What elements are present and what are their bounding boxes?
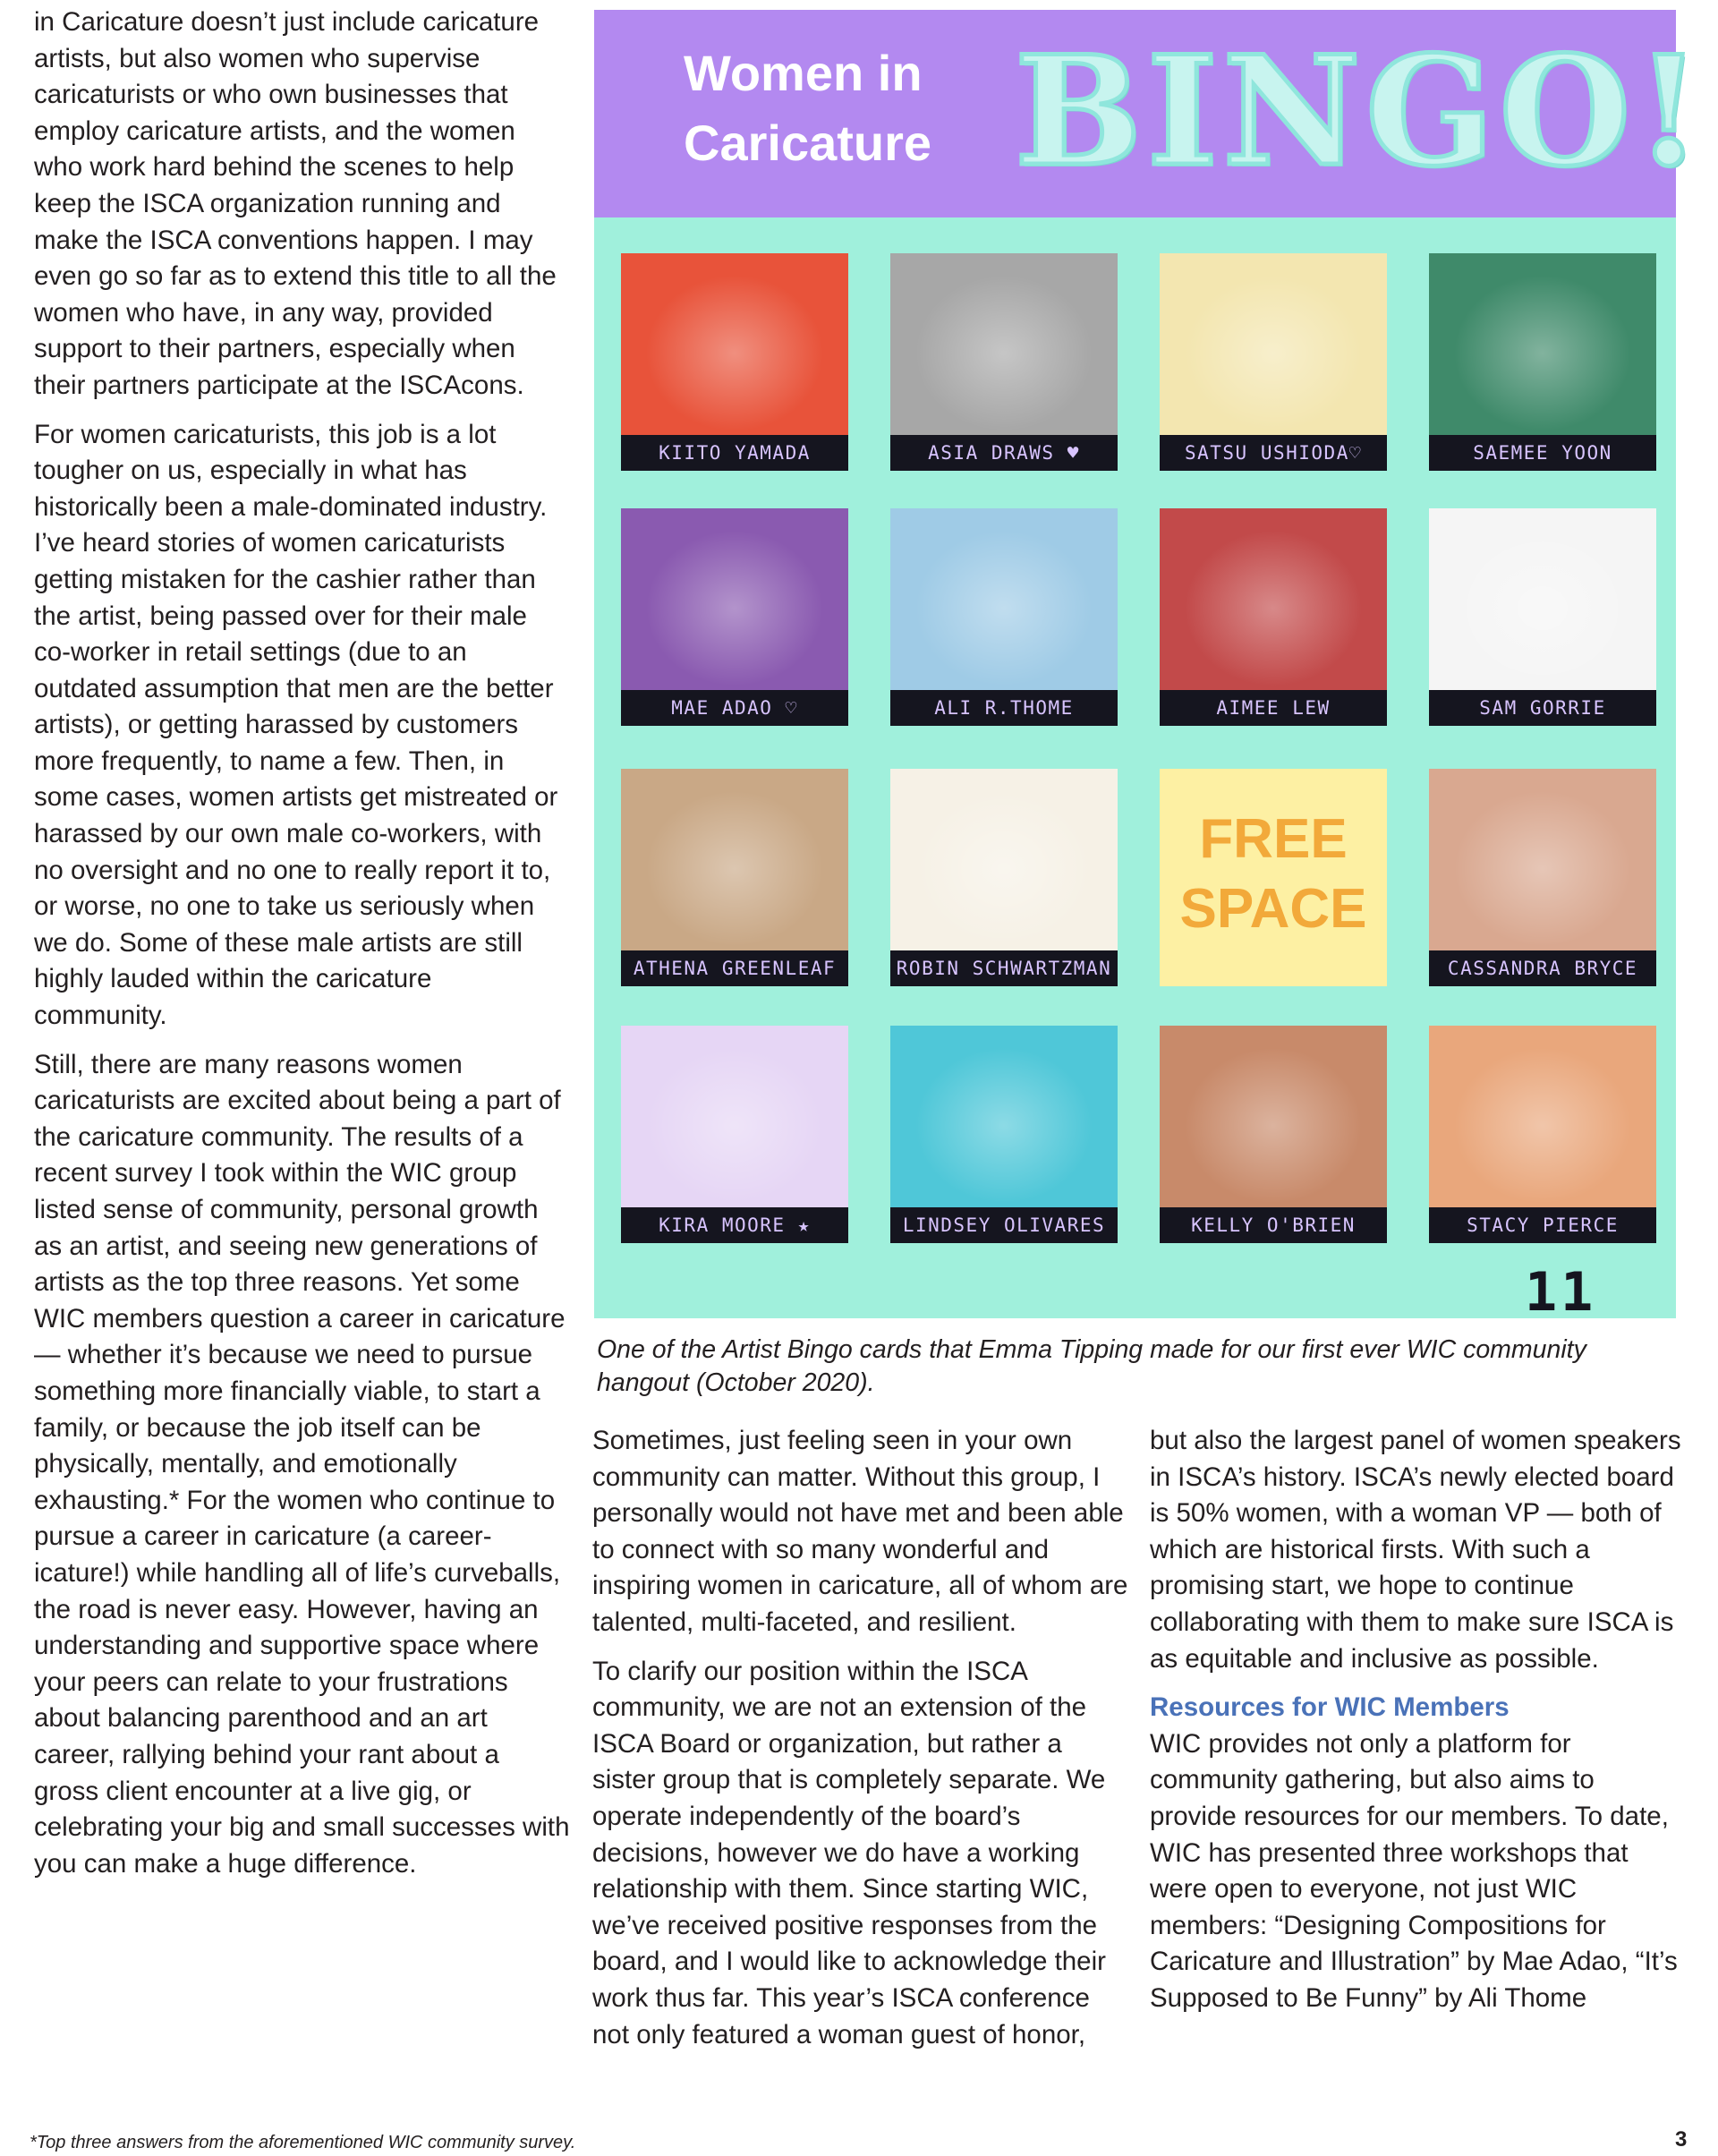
right-column bbox=[1150, 1423, 1687, 2030]
artist-name-label: KELLY O'BRIEN bbox=[1160, 1207, 1387, 1243]
bingo-tile bbox=[1160, 253, 1387, 471]
caricature-portrait bbox=[1429, 769, 1656, 950]
artist-name-label: KIITO YAMADA bbox=[621, 435, 848, 471]
image-caption: One of the Artist Bingo cards that Emma Tipping made for our first ever WIC community hangout (October 2020). bbox=[597, 1335, 1586, 1397]
footnote: *Top three answers from the aforementioned WIC community survey. bbox=[30, 2133, 576, 2152]
caricature-portrait bbox=[621, 253, 848, 435]
caricature-portrait bbox=[1429, 508, 1656, 690]
artist-name-label: ROBIN SCHWARTZMAN bbox=[890, 950, 1118, 986]
left-paragraph-2: For women caricaturists, this job is a lot tougher on us, especially in what has historically been a male-dominated industry. I’ve heard stories of women caricaturists getting mistaken for the cashier rather than the artist, being passed over for their male co-worker in retail settings (due to an outdated assumption that men are the better artists), or getting harassed by customers more frequently, to name a few. Then, in some cases, women artists get mistreated or harassed by our own male co-workers, with no oversight and no one to really report it to, or worse, no one to take us seriously when we do. Some of these male artists are still highly lauded within the caricature community. bbox=[34, 419, 558, 1031]
bingo-tile bbox=[890, 769, 1118, 986]
bingo-tile bbox=[890, 253, 1118, 471]
caricature-portrait bbox=[890, 1026, 1118, 1207]
bingo-tile bbox=[1429, 508, 1656, 726]
middle-paragraph-1: Sometimes, just feeling seen in your own community can matter. Without this group, I personally would not have met and been able to connect with so many wonderful and inspiring women in caricature, all of whom are talented, multi-faceted, and resilient. bbox=[592, 1426, 1128, 1637]
artist-name-label: MAE ADAO ♡ bbox=[621, 690, 848, 726]
caricature-portrait bbox=[621, 1026, 848, 1207]
artist-name-label: SAEMEE YOON bbox=[1429, 435, 1656, 471]
bingo-tile bbox=[1160, 1026, 1387, 1243]
bingo-word: BINGO! bbox=[1015, 22, 1707, 200]
bingo-tile bbox=[621, 1026, 848, 1243]
left-paragraph-3: Still, there are many reasons women caricaturists are excited about being a part of the caricature community. The results of a recent survey I took within the WIC group listed sense of community, personal growth as an artist, and seeing new generations of artists as the top three reasons. Yet some WIC members question a career in caricature — whether it’s because we need to pursue something more financially viable, to start a family, or because the job itself can be physically, mentally, and emotionally exhausting.* For the women who continue to pursue a career in caricature (a career-icature!) while handling all of life’s curveballs, the road is never easy. However, having an understanding and supportive space where your peers can relate to your frustrations about balancing parenthood and an art career, rallying behind your rant about a gross client encounter at a live gig, or celebrating your big and small successes with you can make a huge difference. bbox=[34, 1049, 570, 1879]
artist-name-label: CASSANDRA BRYCE bbox=[1429, 950, 1656, 986]
artist-name-label: LINDSEY OLIVARES bbox=[890, 1207, 1118, 1243]
bingo-tile bbox=[1160, 508, 1387, 726]
artist-name-label: ASIA DRAWS ♥ bbox=[890, 435, 1118, 471]
free-line-2: SPACE bbox=[1179, 878, 1367, 940]
bingo-card-image bbox=[594, 10, 1707, 1324]
caricature-portrait bbox=[890, 253, 1118, 435]
card-number: 11 bbox=[1525, 1261, 1597, 1324]
free-line-1: FREE bbox=[1199, 808, 1348, 870]
caricature-portrait bbox=[1160, 508, 1387, 690]
caricature-portrait bbox=[621, 769, 848, 950]
bingo-tile bbox=[621, 508, 848, 726]
artist-name-label: KIRA MOORE ★ bbox=[621, 1207, 848, 1243]
left-column bbox=[34, 4, 571, 1895]
page-number: 3 bbox=[1675, 2127, 1688, 2152]
artist-name-label: ALI R.THOME bbox=[890, 690, 1118, 726]
artist-name-label: ATHENA GREENLEAF bbox=[621, 950, 848, 986]
caricature-portrait bbox=[890, 769, 1118, 950]
artist-name-label: STACY PIERCE bbox=[1429, 1207, 1656, 1243]
bingo-tile bbox=[621, 769, 848, 986]
artist-name-label: SATSU USHIODA♡ bbox=[1160, 435, 1387, 471]
bingo-tile bbox=[890, 508, 1118, 726]
middle-column bbox=[592, 1423, 1129, 2066]
right-paragraph-2: WIC provides not only a platform for community gathering, but also aims to provide resources for our members. To date, WIC has presented three workshops that were open to everyone, not just WIC members: “Designing Compositions for Caricature and Illustration” by Mae Adao, “It’s Supposed to Be Funny” by Ali Thome bbox=[1150, 1728, 1678, 2013]
free-space-tile bbox=[1160, 769, 1387, 986]
middle-paragraph-2: To clarify our position within the ISCA community, we are not an extension of the ISCA Board or organization, but rather a sister group that is completely separate. We operate independently of the board’s decisions, however we do have a working relationship with them. Since starting WIC, we’ve received positive responses from the board, and I would like to acknowledge their work thus far. This year’s ISCA conference not only featured a woman guest of honor, bbox=[592, 1656, 1106, 2049]
caricature-portrait bbox=[890, 508, 1118, 690]
bingo-tile bbox=[1429, 1026, 1656, 1243]
section-heading: Resources for WIC Members bbox=[1150, 1692, 1510, 1723]
bingo-title: Women in Caricature bbox=[684, 45, 932, 171]
bingo-tile bbox=[1429, 253, 1656, 471]
free-space-text bbox=[1160, 805, 1387, 944]
caricature-portrait bbox=[1160, 1026, 1387, 1207]
bingo-tile bbox=[890, 1026, 1118, 1243]
right-paragraph-1: but also the largest panel of women speakers in ISCA’s history. ISCA’s newly elected board is 50% women, with a woman VP — both of which are historical firsts. With such a promising start, we hope to continue collaborating with them to make sure ISCA is as equitable and inclusive as possible. bbox=[1150, 1426, 1681, 1674]
bingo-header bbox=[594, 10, 1707, 217]
caricature-portrait bbox=[1429, 1026, 1656, 1207]
left-paragraph-1: in Caricature doesn’t just include caricature artists, but also women who supervise caricaturists or who own businesses that employ caricature artists, and the women who work hard behind the scenes to help keep the ISCA organization running and make the ISCA conventions happen. I may even go so far as to extend this title to all the women who have, in any way, provided support to their partners, especially when their partners participate at the ISCAcons. bbox=[34, 7, 557, 400]
caricature-portrait bbox=[621, 508, 848, 690]
bingo-tile bbox=[1429, 769, 1656, 986]
artist-name-label: SAM GORRIE bbox=[1429, 690, 1656, 726]
caricature-portrait bbox=[1429, 253, 1656, 435]
caricature-portrait bbox=[1160, 253, 1387, 435]
bingo-tile bbox=[621, 253, 848, 471]
artist-name-label: AIMEE LEW bbox=[1160, 690, 1387, 726]
